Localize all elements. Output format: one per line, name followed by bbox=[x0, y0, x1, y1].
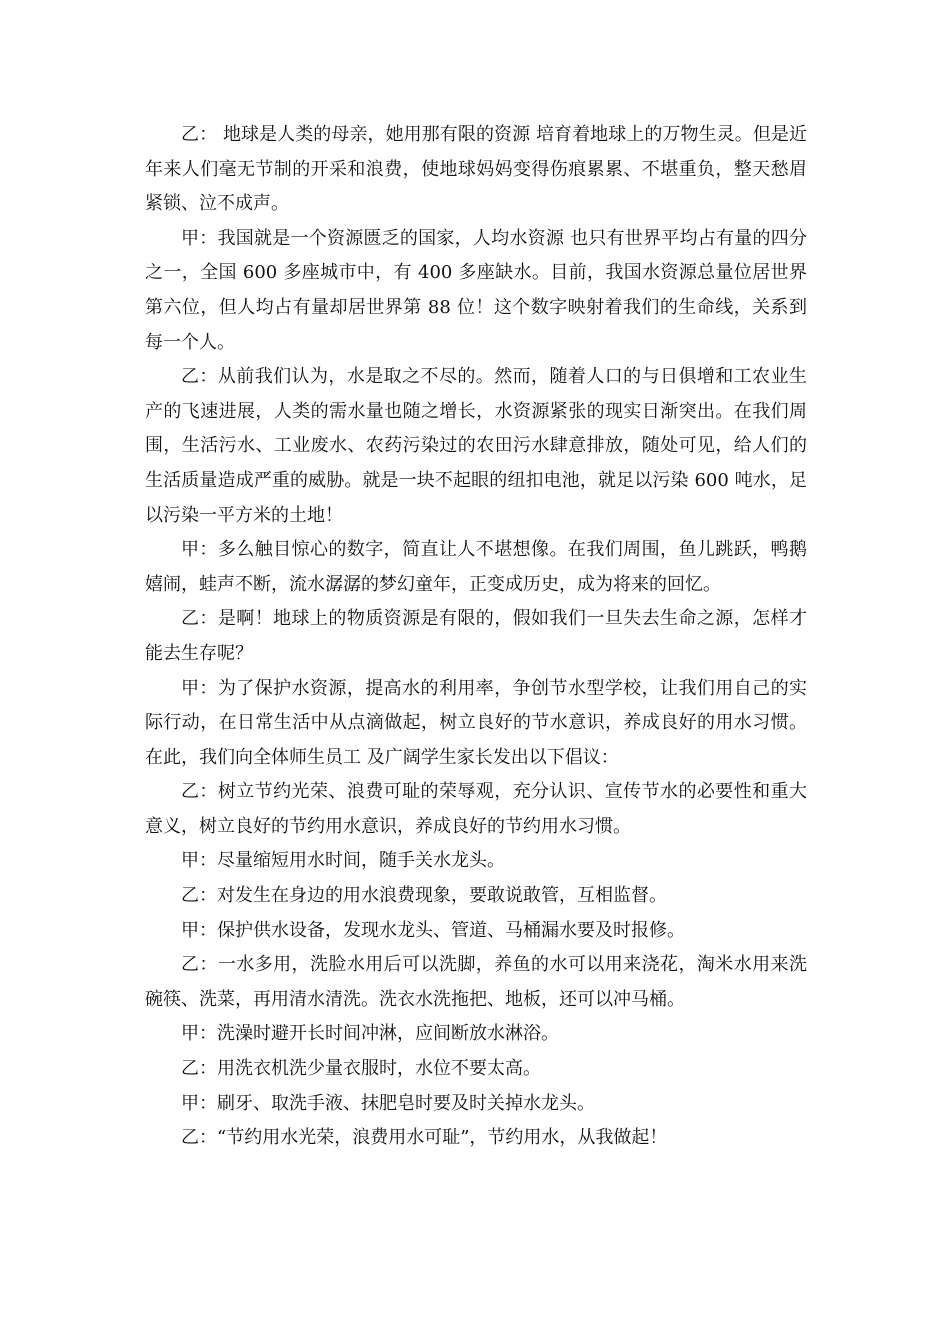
paragraph-9: 乙：对发生在身边的用水浪费现象，要敢说敢管，互相监督。 bbox=[181, 885, 667, 907]
paragraph-13: 乙：用洗衣机洗少量衣服时，水位不要太高。 bbox=[181, 1058, 541, 1080]
paragraph-3: 乙：从前我们认为，水是取之不尽的。然而，随着人口的与日俱增和工农业生产的飞速进展，人类的需水量也随之增长，水资源紧张的现实日渐突出。在我们周围，生活污水、工业废水、农药污染过的农田污水肆意排放，随处可见，给人们的生活质量造成严重的威胁。就是一块不起眼的纽扣电池，就足以污染 600 吨水，足以污染一平方米的土地！ bbox=[145, 366, 807, 526]
document-body bbox=[145, 118, 807, 1156]
paragraph-12: 甲：洗澡时避开长时间冲淋，应间断放水淋浴。 bbox=[181, 1023, 559, 1045]
paragraph-11: 乙：一水多用，洗脸水用后可以洗脚，养鱼的水可以用来浇花，淘米水用来洗碗筷、洗菜，再用清水清洗。洗衣水洗拖把、地板，还可以冲马桶。 bbox=[145, 954, 807, 1010]
paragraph-7: 乙：树立节约光荣、浪费可耻的荣辱观，充分认识、宣传节水的必要性和重大意义，树立良好的节约用水意识，养成良好的节约用水习惯。 bbox=[145, 781, 807, 837]
paragraph-4: 甲：多么触目惊心的数字，简直让人不堪想像。在我们周围，鱼儿跳跃，鸭鹅嬉闹，蛙声不断，流水潺潺的梦幻童年，正变成历史，成为将来的回忆。 bbox=[145, 539, 807, 595]
paragraph-15: 乙：“节约用水光荣，浪费用水可耻”，节约用水，从我做起！ bbox=[181, 1127, 668, 1149]
paragraph-1: 乙： 地球是人类的母亲，她用那有限的资源 培育着地球上的万物生灵。但是近年来人们毫无节制的开采和浪费，使地球妈妈变得伤痕累累、不堪重负，整天愁眉紧锁、泣不成声。 bbox=[145, 124, 807, 215]
paragraph-2: 甲：我国就是一个资源匮乏的国家，人均水资源 也只有世界平均占有量的四分之一，全国 600 多座城市中，有 400 多座缺水。目前，我国水资源总量位居世界第六位，但人均占有量却居世界第 88 位！这个数字映射着我们的生命线，关系到每一个人。 bbox=[145, 227, 807, 353]
paragraph-8: 甲：尽量缩短用水时间，随手关水龙头。 bbox=[181, 850, 505, 872]
paragraph-5: 乙：是啊！地球上的物质资源是有限的，假如我们一旦失去生命之源，怎样才能去生存呢？ bbox=[145, 608, 807, 664]
paragraph-10: 甲：保护供水设备，发现水龙头、管道、马桶漏水要及时报修。 bbox=[181, 919, 685, 941]
paragraph-6: 甲：为了保护水资源，提高水的利用率，争创节水型学校，让我们用自己的实际行动，在日常生活中从点滴做起，树立良好的节水意识，养成良好的用水习惯。在此，我们向全体师生员工 及广阔学生家长发出以下倡议： bbox=[145, 677, 807, 768]
paragraph-14: 甲：刷牙、取洗手液、抹肥皂时要及时关掉水龙头。 bbox=[181, 1092, 595, 1114]
